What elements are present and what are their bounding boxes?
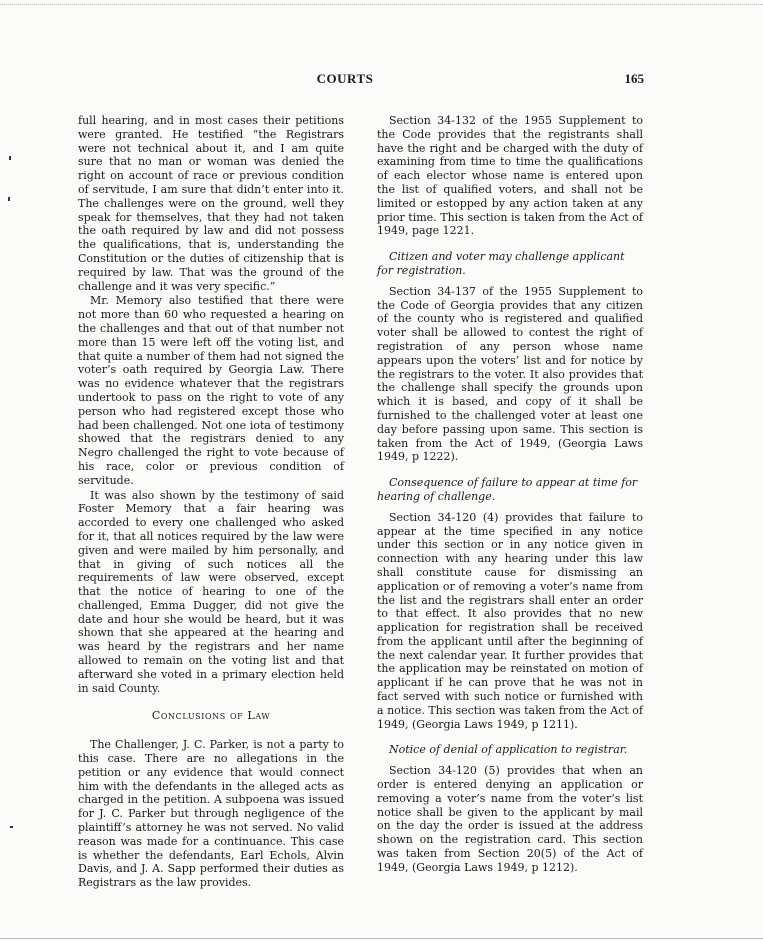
subsection-heading: Citizen and voter may challenge applicant for registration.	[377, 250, 625, 277]
margin-mark	[10, 826, 13, 828]
paragraph: The Challenger, J. C. Parker, is not a party to this case. There are no allegations in the petition or any evidence that would connect him with the defendants in the alleged acts as charged in the petition. A subpoena was issued for J. C. Parker but through negligence of the plaintiff’s attorney he was not served. No valid reason was made for a continuance. This case is whether the defendants, Earl Echols, Alvin Davis, and J. A. Sapp performed their duties as Registrars as the law provides.	[78, 738, 344, 890]
page-header	[0, 68, 763, 88]
top-border	[0, 4, 763, 5]
paragraph: full hearing, and in most cases their petitions were granted. He testified “the Registrars were not technical about it, and I am quite sure that no man or woman was denied the right on account of race or previous condition of servitude, I am sure that didn’t enter into it. The challenges were on the ground, well they speak for themselves, that they had not taken the oath required by law and did not possess the qualifications, that is, understanding the Constitution or the duties of citizenship that is required by law. That was the ground of the challenge and it was very specific.”	[78, 114, 344, 293]
bottom-border	[0, 938, 763, 939]
margin-mark	[8, 197, 10, 201]
paragraph: Section 34-120 (4) provides that failure to appear at the time specified in any notice under this section or in any notice given in connection with any hearing under this law shall constitute cause for dismissing an application or of removing a voter’s name from the list and the registrars shall enter an order to that effect. It also provides that no new application for registration shall be received from the applicant until after the beginning of the next calendar year. It further provides that the application may be reinstated on motion of applicant if he can prove that he was not in fact served with such notice or furnished with a notice. This section was taken from the Act of 1949, (Georgia Laws 1949, p 1211).	[377, 510, 643, 731]
running-head: COURTS	[316, 71, 374, 86]
paragraph: Mr. Memory also testified that there were not more than 60 who requested a hearing on the challenges and that out of that number not more than 15 were left off the voting list, and that quite a number of them had not signed the voter’s oath required by Georgia Law. There was no evidence whatever that the registrars undertook to pass on the right to vote of any person who had registered except those who had been challenged. Not one iota of testimony showed that the registrars denied to any Negro challenged the right to vote because of his race, color or previous condition of servitude.	[78, 294, 344, 487]
paragraph: Section 34-120 (5) provides that when an order is entered denying an application or removing a voter’s name from the voter’s list notice shall be given to the applicant by mail on the day the order is issued at the address shown on the registration card. This section was taken from Section 20(5) of the Act of 1949, (Georgia Laws 1949, p 1212).	[377, 764, 643, 874]
paragraph: Section 34-137 of the 1955 Supplement to the Code of Georgia provides that any citizen of the county who is registered and qualified voter shall be allowed to contest the right of registration of any person whose name appears upon the voters’ list and for notice by the registrars to the voter. It also provides that the challenge shall specify the grounds upon which it is based, and copy of it shall be furnished to the challenged voter at least one day before passing upon same. This section is taken from the Act of 1949, (Georgia Laws 1949, p 1222).	[377, 284, 643, 464]
margin-mark	[9, 156, 11, 160]
section-heading: Conclusions of Law	[151, 709, 271, 723]
page-number: 165	[624, 71, 644, 86]
left-column	[78, 114, 344, 890]
paragraph: Section 34-132 of the 1955 Supplement to the Code provides that the registrants shall have the right and be charged with the duty of examining from time to time the qualifications of each elector whose name is entered upon the list of qualified voters, and shall not be limited or estopped by any action taken at any prior time. This section is taken from the Act of 1949, page 1221.	[377, 114, 643, 238]
paragraph: It was also shown by the testimony of said Foster Memory that a fair hearing was accorded to every one challenged who asked for it, that all notices required by the law were given and were mailed by him personally, and that in giving of such notices all the requirements of law were observed, except that the notice of hearing to one of the challenged, Emma Dugger, did not give the date and hour she would be heard, but it was shown that she appeared at the hearing and was heard by the registrars and her name allowed to remain on the voting list and that afterward she voted in a primary election held in said County.	[78, 488, 344, 695]
subsection-heading: Notice of denial of application to registrar.	[389, 743, 628, 757]
right-column	[377, 114, 643, 875]
subsection-heading: Consequence of failure to appear at time for hearing of challenge.	[377, 476, 638, 503]
